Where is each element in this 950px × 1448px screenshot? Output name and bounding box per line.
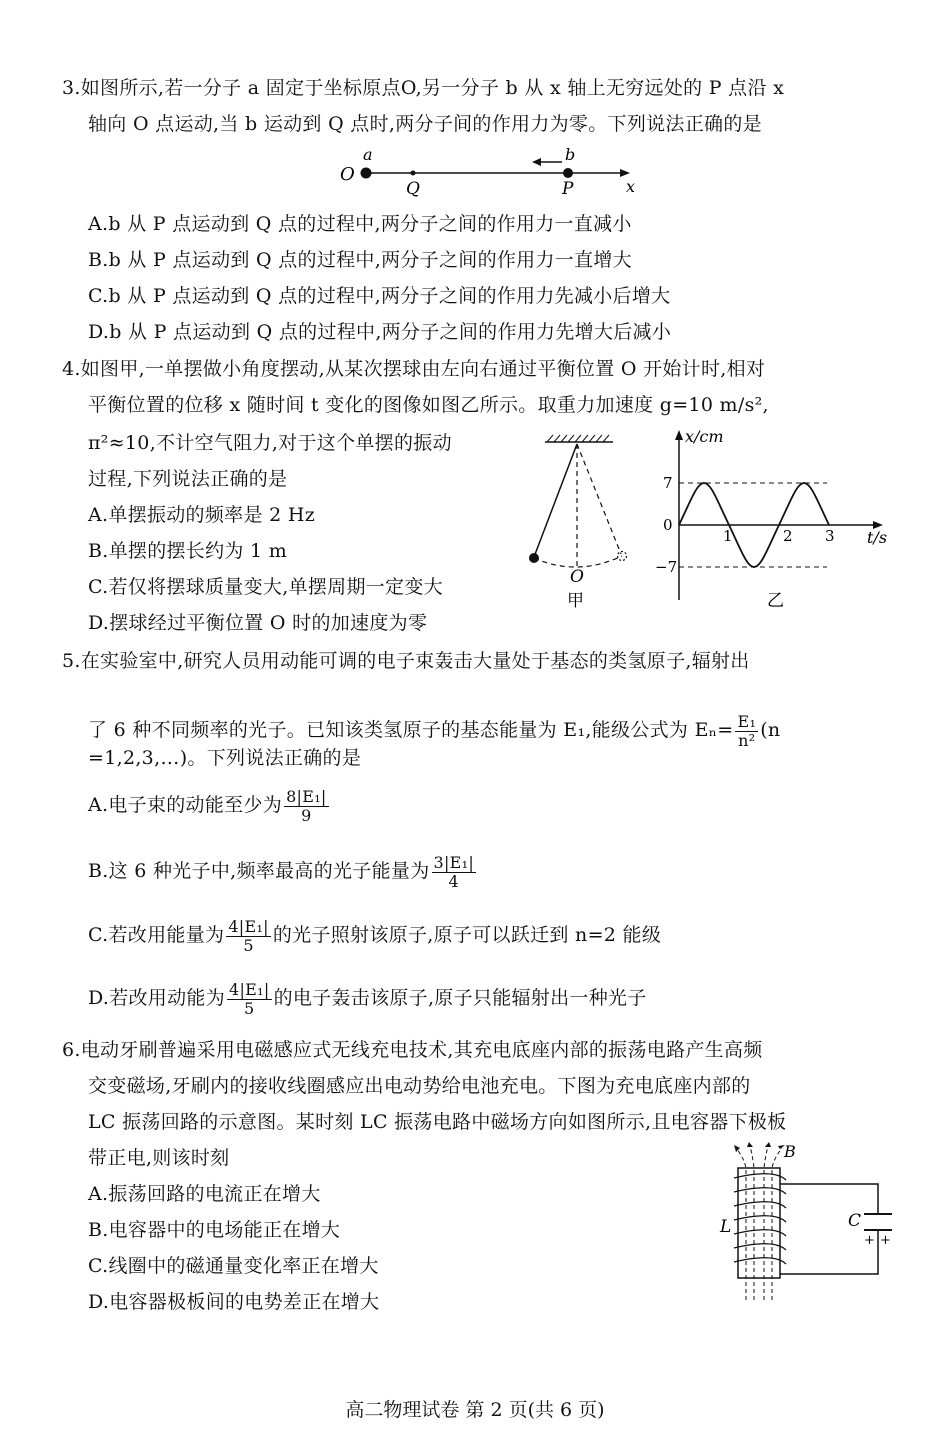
q3-molecule-axis-figure — [330, 148, 650, 200]
label-x: x — [626, 177, 636, 196]
q5-stem-line3: =1,2,3,…)。下列说法正确的是 — [88, 747, 362, 769]
label-plus-left: + — [864, 1233, 875, 1248]
label-tlabel: t/s — [867, 528, 888, 547]
label-b: b — [565, 148, 576, 164]
fraction-numerator: 4|E₁| — [229, 979, 270, 999]
fraction-numerator: 8|E₁| — [286, 786, 327, 806]
fraction-denominator: n² — [738, 730, 756, 750]
molecule-a — [361, 168, 372, 179]
molecule-b — [563, 168, 573, 178]
label-p: P — [562, 179, 574, 199]
q4-stem-line2: 平衡位置的位移 x 随时间 t 变化的图像如图乙所示。取重力加速度 g=10 m/s², — [88, 394, 769, 416]
q6-option-a: A.振荡回路的电流正在增大 — [88, 1183, 321, 1205]
q3-stem-line1: 3.如图所示,若一分子 a 固定于坐标原点O,另一分子 b 从 x 轴上无穷远处的 P 点沿 x — [62, 77, 785, 99]
label-o: O — [570, 567, 584, 587]
label-c: C — [848, 1211, 862, 1231]
option-fraction — [227, 981, 272, 1018]
label-y-zero: 0 — [663, 516, 673, 534]
option-text: D.若改用动能为 — [88, 987, 225, 1009]
option-text: A.电子束的动能至少为 — [88, 794, 283, 816]
label-o: O — [340, 164, 355, 185]
q3-stem-line2: 轴向 O 点运动,当 b 运动到 Q 点时,两分子间的作用力为零。下列说法正确的是 — [88, 113, 762, 135]
fraction-numerator: E₁ — [737, 711, 757, 731]
option-text: C.若改用能量为 — [88, 924, 225, 946]
q4-option-a: A.单摆振动的频率是 2 Hz — [88, 504, 316, 526]
fraction-numerator: 3|E₁| — [433, 852, 475, 872]
q5-stem-line1: 5.在实验室中,研究人员用动能可调的电子束轰击大量处于基态的类氢原子,辐射出 — [62, 650, 750, 672]
caption-yi: 乙 — [767, 591, 784, 611]
q5-option-b — [88, 849, 478, 893]
caption-jia: 甲 — [567, 591, 584, 611]
q5-option-c — [88, 913, 661, 957]
label-l: L — [720, 1217, 732, 1237]
q4-stem-line4: 过程,下列说法正确的是 — [88, 468, 288, 490]
q4-pendulum-figure — [515, 432, 645, 612]
q6-stem-line2: 交变磁场,牙刷内的接收线圈感应出电动势给电池充电。下图为充电底座内部的 — [88, 1075, 751, 1097]
motion-arrowhead — [532, 158, 541, 166]
label-plus-right: + — [880, 1233, 891, 1248]
q3-option-d: D.b 从 P 点运动到 Q 点的过程中,两分子之间的作用力先增大后减小 — [88, 321, 672, 343]
q5-option-a — [88, 783, 331, 827]
q3-option-c: C.b 从 P 点运动到 Q 点的过程中,两分子之间的作用力先减小后增大 — [88, 285, 671, 307]
magnetic-field-arrowheads — [734, 1142, 785, 1152]
option-text: B.这 6 种光子中,频率最高的光子能量为 — [88, 860, 430, 882]
coil-windings — [734, 1174, 786, 1264]
q6-option-d: D.电容器极板间的电势差正在增大 — [88, 1291, 380, 1313]
q4-displacement-time-graph — [655, 422, 895, 612]
right-extreme-dashed-line — [577, 444, 621, 554]
q3-option-b: B.b 从 P 点运动到 Q 点的过程中,两分子之间的作用力一直增大 — [88, 249, 632, 271]
q5-stem-line2-tail: (n — [760, 719, 781, 741]
option-fraction — [432, 854, 477, 891]
q5-energy-formula-fraction — [735, 713, 758, 750]
fraction-denominator: 5 — [244, 998, 255, 1018]
point-q-dot — [411, 171, 416, 176]
q4-stem-line3: π²≈10,不计空气阻力,对于这个单摆的振动 — [88, 432, 452, 454]
swing-arc — [534, 556, 622, 567]
fraction-numerator: 4|E₁| — [228, 916, 269, 936]
label-ylabel: x/cm — [685, 427, 724, 446]
coil-core — [738, 1168, 780, 1278]
ceiling-hatching — [547, 435, 609, 442]
label-b: B — [784, 1142, 796, 1161]
q5-stem-line2-text: 了 6 种不同频率的光子。已知该类氢原子的基态能量为 E₁,能级公式为 Eₙ= — [88, 719, 734, 741]
q6-stem-line4: 带正电,则该时刻 — [88, 1147, 230, 1169]
option-fraction — [226, 918, 271, 955]
option-fraction — [284, 788, 329, 825]
q4-stem-line1: 4.如图甲,一单摆做小角度摆动,从某次摆球由左向右通过平衡位置 O 开始计时,相对 — [62, 358, 766, 380]
q4-option-d: D.摆球经过平衡位置 O 时的加速度为零 — [88, 612, 428, 634]
label-q: Q — [406, 179, 420, 199]
q3-option-a: A.b 从 P 点运动到 Q 点的过程中,两分子之间的作用力一直减小 — [88, 213, 632, 235]
page-footer: 高二物理试卷 第 2 页(共 6 页) — [345, 1399, 605, 1421]
q4-option-b: B.单摆的摆长约为 1 m — [88, 540, 288, 562]
q4-option-c: C.若仅将摆球质量变大,单摆周期一定变大 — [88, 576, 443, 598]
q6-stem-line1: 6.电动牙刷普遍采用电磁感应式无线充电技术,其充电底座内部的振荡电路产生高频 — [62, 1039, 763, 1061]
y-axis-arrowhead — [675, 430, 683, 440]
q6-stem-line3: LC 振荡回路的示意图。某时刻 LC 振荡电路中磁场方向如图所示,且电容器下极板 — [88, 1111, 787, 1133]
q6-option-c: C.线圈中的磁通量变化率正在增大 — [88, 1255, 379, 1277]
magnetic-field-lines — [736, 1146, 782, 1300]
label-x1: 1 — [723, 527, 733, 545]
fraction-denominator: 5 — [243, 935, 254, 955]
pendulum-string — [534, 444, 577, 557]
option-text-tail: 的电子轰击该原子,原子只能辐射出一种光子 — [273, 987, 647, 1009]
fraction-denominator: 9 — [301, 805, 312, 825]
fraction-denominator: 4 — [448, 871, 460, 891]
option-text-tail: 的光子照射该原子,原子可以跃迁到 n=2 能级 — [272, 924, 662, 946]
label-y-pos: 7 — [663, 474, 673, 492]
label-a: a — [363, 148, 373, 164]
label-x2: 2 — [783, 527, 793, 545]
x-axis-arrowhead — [620, 169, 630, 177]
circuit-wire-top — [780, 1184, 878, 1214]
label-y-neg: −7 — [655, 558, 678, 576]
label-x3: 3 — [825, 527, 835, 545]
q5-option-d — [88, 976, 647, 1020]
q6-lc-circuit-figure — [718, 1140, 898, 1310]
q6-option-b: B.电容器中的电场能正在增大 — [88, 1219, 341, 1241]
